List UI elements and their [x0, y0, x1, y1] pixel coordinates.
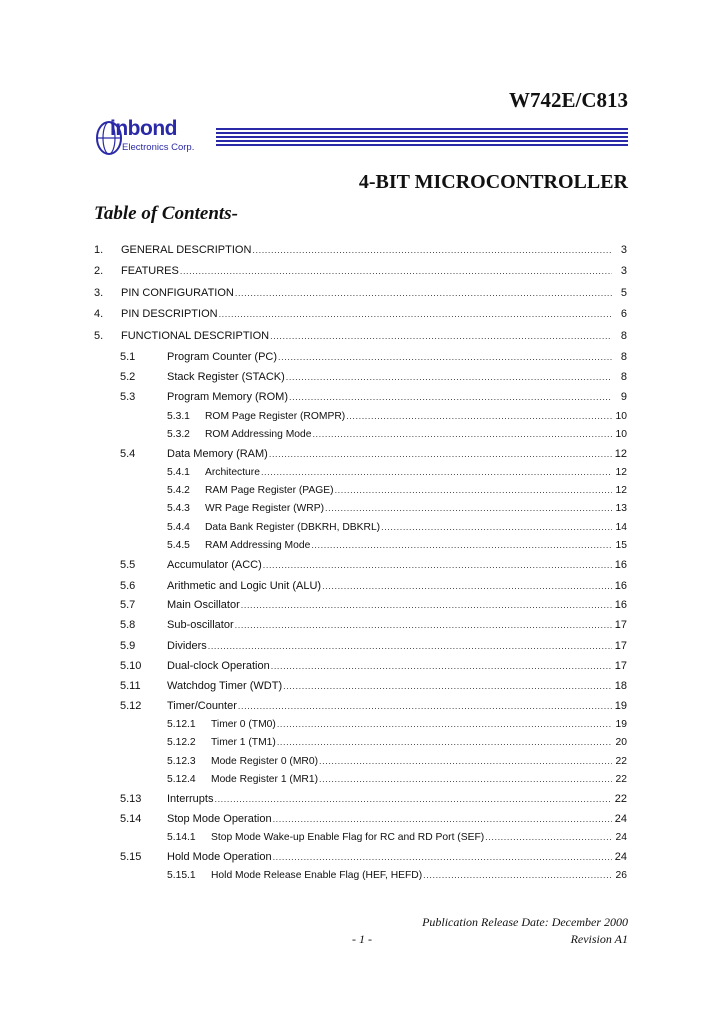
toc-number: 5.2: [120, 371, 136, 383]
toc-page: 16: [614, 599, 627, 611]
toc-leader: [263, 559, 612, 571]
toc-row[interactable]: [0, 429, 720, 445]
toc-row[interactable]: [0, 559, 720, 575]
toc-label: Sub-oscillator: [167, 619, 234, 631]
toc-leader: [423, 870, 612, 881]
toc-leader: [252, 244, 612, 256]
toc-label: ROM Addressing Mode: [205, 429, 312, 440]
toc-label: WR Page Register (WRP): [205, 503, 325, 514]
toc-leader: [312, 429, 612, 440]
toc-page: 20: [615, 737, 627, 748]
toc-number: 5.14.1: [167, 832, 196, 843]
toc-leader: [311, 540, 612, 551]
toc-page: 5: [620, 287, 627, 299]
toc-page: 17: [614, 660, 627, 672]
toc-leader: [278, 351, 612, 363]
toc-leader: [219, 308, 612, 320]
toc-number: 5.12: [120, 700, 142, 712]
toc-label: Hold Mode Release Enable Flag (HEF, HEFD): [211, 870, 423, 881]
toc-leader: [235, 619, 612, 631]
toc-number: 5.4.3: [167, 503, 190, 514]
toc-row[interactable]: [0, 540, 720, 556]
toc-number: 5.4: [120, 448, 136, 460]
toc-number: 5.10: [120, 660, 142, 672]
toc-number: 5.11: [120, 680, 141, 692]
toc-page: 12: [615, 485, 627, 496]
toc-row[interactable]: [0, 774, 720, 790]
toc-row[interactable]: [0, 680, 720, 696]
toc-page: 8: [620, 371, 627, 383]
toc-row[interactable]: [0, 287, 720, 303]
toc-leader: [319, 774, 612, 785]
toc-number: 5.3.2: [167, 429, 190, 440]
toc-page: 22: [615, 756, 627, 767]
toc-row[interactable]: [0, 851, 720, 867]
toc-leader: [235, 287, 612, 299]
toc-page: 24: [615, 832, 627, 843]
toc-leader: [286, 371, 612, 383]
toc-row[interactable]: [0, 485, 720, 501]
toc-row[interactable]: [0, 308, 720, 324]
logo-subtitle: Electronics Corp.: [122, 142, 195, 153]
toc-number: 5.12.2: [167, 737, 196, 748]
toc-page: 3: [620, 265, 627, 277]
toc-leader: [322, 580, 612, 592]
toc-row[interactable]: [0, 599, 720, 615]
toc-page: 8: [620, 330, 627, 342]
toc-label: RAM Page Register (PAGE): [205, 485, 334, 496]
toc-leader: [273, 851, 612, 863]
toc-label: Mode Register 0 (MR0): [211, 756, 319, 767]
page-number: - 1 -: [352, 932, 372, 946]
toc-number: 5.12.3: [167, 756, 196, 767]
toc-leader: [277, 737, 612, 748]
toc-row[interactable]: [0, 467, 720, 483]
toc-number: 5.4.2: [167, 485, 190, 496]
toc-page: 6: [620, 308, 627, 320]
toc-label: Dividers: [167, 640, 207, 652]
toc-page: 24: [614, 813, 627, 825]
toc-label: Arithmetic and Logic Unit (ALU): [167, 580, 322, 592]
logo-stripes: [216, 128, 628, 150]
toc-page: 13: [615, 503, 627, 514]
toc-page: 17: [614, 640, 627, 652]
toc-label: Architecture: [205, 467, 260, 478]
toc-number: 5.4.4: [167, 522, 190, 533]
toc-leader: [283, 680, 612, 692]
toc-label: FUNCTIONAL DESCRIPTION: [121, 330, 270, 342]
toc-number: 5.12.1: [167, 719, 196, 730]
toc-leader: [289, 391, 612, 403]
toc-page: 3: [620, 244, 627, 256]
toc-leader: [277, 719, 612, 730]
toc-leader: [208, 640, 612, 652]
toc-row[interactable]: [0, 813, 720, 829]
toc-row[interactable]: [0, 522, 720, 538]
toc-leader: [241, 599, 612, 611]
toc-leader: [271, 660, 612, 672]
toc-row[interactable]: [0, 265, 720, 281]
toc-leader: [261, 467, 612, 478]
toc-number: 5.7: [120, 599, 136, 611]
toc-number: 1.: [94, 244, 104, 256]
toc-label: FEATURES: [121, 265, 179, 277]
toc-page: 18: [614, 680, 627, 692]
revision: Revision A1: [570, 932, 628, 946]
toc-page: 22: [615, 774, 627, 785]
toc-number: 5.14: [120, 813, 142, 825]
toc-leader: [381, 522, 612, 533]
toc-leader: [270, 330, 612, 342]
toc-leader: [325, 503, 612, 514]
toc-label: Program Memory (ROM): [167, 391, 289, 403]
logo-wordmark: inbond: [110, 117, 177, 140]
winbond-logo: [96, 117, 636, 162]
part-number: W742E/C813: [508, 88, 628, 112]
toc-row[interactable]: [0, 793, 720, 809]
toc-leader: [335, 485, 612, 496]
toc-label: Timer 1 (TM1): [211, 737, 276, 748]
toc-row[interactable]: [0, 640, 720, 656]
toc-label: Data Bank Register (DBKRH, DBKRL): [205, 522, 381, 533]
toc-label: RAM Addressing Mode: [205, 540, 311, 551]
publication-date: Publication Release Date: December 2000: [422, 915, 628, 929]
toc-label: Data Memory (RAM): [167, 448, 268, 460]
toc-row[interactable]: [0, 330, 720, 346]
toc-page: 26: [615, 870, 627, 881]
toc-page: 19: [615, 719, 627, 730]
toc-label: ROM Page Register (ROMPR): [205, 411, 346, 422]
toc-number: 5.13: [120, 793, 142, 805]
toc-number: 5.: [94, 330, 104, 342]
toc-page: 16: [614, 580, 627, 592]
toc-number: 3.: [94, 287, 104, 299]
toc-page: 12: [615, 467, 627, 478]
toc-page: 12: [614, 448, 627, 460]
toc-row[interactable]: [0, 719, 720, 735]
toc-number: 5.1: [120, 351, 136, 363]
toc-row[interactable]: [0, 448, 720, 464]
toc-label: Hold Mode Operation: [167, 851, 272, 863]
toc-label: PIN CONFIGURATION: [121, 287, 234, 299]
toc-leader: [180, 265, 612, 277]
toc-number: 4.: [94, 308, 104, 320]
toc-number: 5.9: [120, 640, 136, 652]
toc-row[interactable]: [0, 411, 720, 427]
toc-page: 17: [614, 619, 627, 631]
toc-leader: [238, 700, 612, 712]
toc-label: Timer 0 (TM0): [211, 719, 276, 730]
toc-number: 5.5: [120, 559, 136, 571]
toc-label: Stack Register (STACK): [167, 371, 285, 383]
toc-row[interactable]: [0, 737, 720, 753]
toc-row[interactable]: [0, 371, 720, 387]
toc-label: Stop Mode Operation: [167, 813, 272, 825]
toc-page: 22: [614, 793, 627, 805]
toc-row[interactable]: [0, 580, 720, 596]
toc-row[interactable]: [0, 244, 720, 260]
toc-leader: [214, 793, 612, 805]
toc-leader: [269, 448, 612, 460]
toc-label: GENERAL DESCRIPTION: [121, 244, 252, 256]
toc-row[interactable]: [0, 619, 720, 635]
toc-row[interactable]: [0, 756, 720, 772]
toc-leader: [346, 411, 612, 422]
toc-page: 15: [615, 540, 627, 551]
toc-page: 19: [614, 700, 627, 712]
toc-row[interactable]: [0, 660, 720, 676]
toc-page: 10: [615, 429, 627, 440]
toc-number: 5.15: [120, 851, 142, 863]
toc-label: Program Counter (PC): [167, 351, 278, 363]
toc-number: 5.15.1: [167, 870, 196, 881]
toc-label: PIN DESCRIPTION: [121, 308, 218, 320]
toc-page: 10: [615, 411, 627, 422]
toc-page: 24: [614, 851, 627, 863]
toc-row[interactable]: [0, 503, 720, 519]
toc-number: 5.4.1: [167, 467, 190, 478]
toc-label: Mode Register 1 (MR1): [211, 774, 319, 785]
toc-number: 5.4.5: [167, 540, 190, 551]
toc-label: Accumulator (ACC): [167, 559, 262, 571]
toc-row[interactable]: [0, 391, 720, 407]
toc-row[interactable]: [0, 870, 720, 886]
toc-label: Timer/Counter: [167, 700, 237, 712]
toc-number: 5.3.1: [167, 411, 190, 422]
toc-row[interactable]: [0, 832, 720, 848]
toc-row[interactable]: [0, 351, 720, 367]
toc-label: Interrupts: [167, 793, 214, 805]
toc-number: 5.3: [120, 391, 136, 403]
toc-number: 5.6: [120, 580, 136, 592]
toc-page: 14: [615, 522, 627, 533]
toc-label: Watchdog Timer (WDT): [167, 680, 283, 692]
toc-leader: [273, 813, 612, 825]
toc-heading: Table of Contents-: [94, 203, 238, 224]
toc-page: 16: [614, 559, 627, 571]
toc-row[interactable]: [0, 700, 720, 716]
toc-label: Stop Mode Wake-up Enable Flag for RC and RD Port (SEF): [211, 832, 485, 843]
toc-label: Dual-clock Operation: [167, 660, 270, 672]
toc-label: Main Oscillator: [167, 599, 240, 611]
document-title: 4-BIT MICROCONTROLLER: [358, 171, 628, 193]
toc-leader: [485, 832, 612, 843]
toc-number: 5.8: [120, 619, 136, 631]
toc-leader: [319, 756, 612, 767]
toc-page: 9: [620, 391, 627, 403]
toc-page: 8: [620, 351, 627, 363]
toc-number: 5.12.4: [167, 774, 196, 785]
toc-number: 2.: [94, 265, 104, 277]
